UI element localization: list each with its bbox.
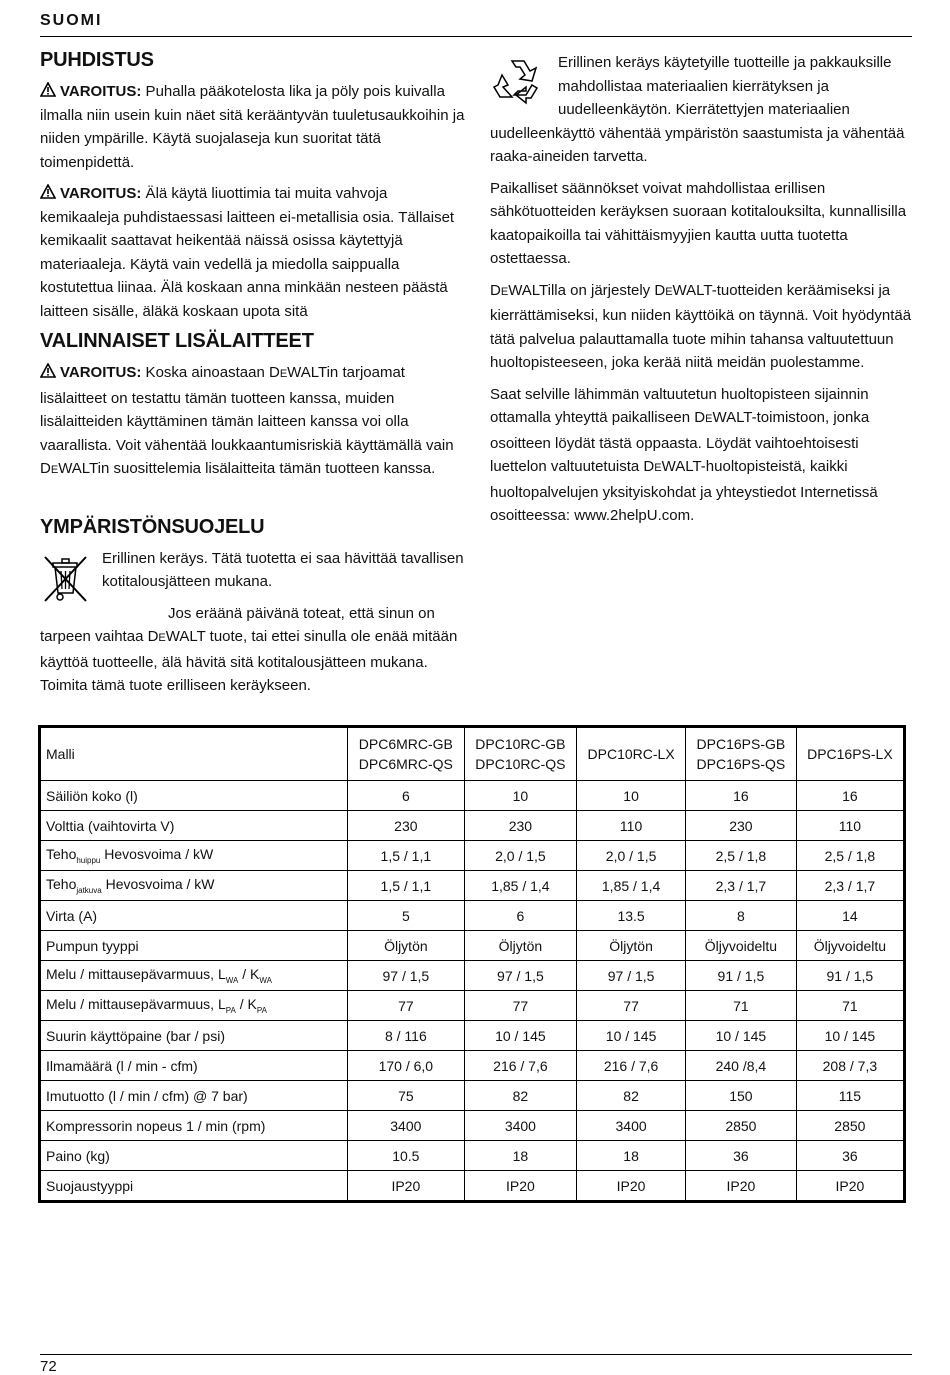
table-cell: 10 / 145 xyxy=(464,1021,576,1051)
table-cell: 110 xyxy=(577,811,686,841)
cleaning-warning-1 xyxy=(40,80,465,174)
language-header: SUOMI xyxy=(40,12,103,29)
table-cell: 18 xyxy=(577,1141,686,1171)
table-cell: 6 xyxy=(348,781,465,811)
page-number: 72 xyxy=(40,1358,57,1375)
table-cell: 91 / 1,5 xyxy=(796,961,903,991)
table-row xyxy=(41,1051,904,1081)
environment-p2 xyxy=(40,602,465,698)
model-header-cell xyxy=(348,728,465,781)
row-label xyxy=(41,871,348,901)
model-header-cell xyxy=(577,728,686,781)
table-cell: Öljytön xyxy=(348,931,465,961)
row-label xyxy=(41,961,348,991)
row-label-text: Teho xyxy=(46,876,77,892)
table-cell: Öljytön xyxy=(464,931,576,961)
text-run: WALTin suosittelemia lisälaitteita tämän tuotteen kanssa. xyxy=(58,460,436,477)
model-name: DPC16PS-LX xyxy=(807,746,893,762)
table-cell: 36 xyxy=(686,1141,797,1171)
table-cell: Öljyvoideltu xyxy=(686,931,797,961)
accessories-title: VALINNAISET LISÄLAITTEET xyxy=(40,330,314,352)
text-run: WALT-toimistoon, jonka osoitteen löydät tästä oppaasta. Löydät vaihtoehtoisesti luettelon valtuutetuista D xyxy=(490,409,870,475)
crossed-bin-icon xyxy=(40,553,92,613)
table-row xyxy=(41,1021,904,1051)
row-label-subscript: WA xyxy=(259,976,272,985)
table-cell: IP20 xyxy=(348,1171,465,1201)
accessories-warning xyxy=(40,361,465,483)
table-cell: 13.5 xyxy=(577,901,686,931)
text-run: WALTin tarjoamat lisälaitteet on testattu tämän tuotteen kanssa, muiden lisälaitteiden käyttäminen tämän laitteen kanssa voi olla vaarallista. Voit vähentää loukkaantumisriskiä käyttämällä vain D xyxy=(40,364,454,477)
table-cell: Öljytön xyxy=(577,931,686,961)
table-row xyxy=(41,991,904,1021)
table-cell: 36 xyxy=(796,1141,903,1171)
row-label xyxy=(41,811,348,841)
row-label xyxy=(41,1081,348,1111)
table-cell: IP20 xyxy=(464,1171,576,1201)
top-rule xyxy=(40,36,912,37)
model-name: DPC16PS-QS xyxy=(696,756,786,772)
spec-table xyxy=(40,727,904,1201)
spec-table-body xyxy=(41,728,904,1201)
table-cell: IP20 xyxy=(796,1171,903,1201)
table-cell: 14 xyxy=(796,901,903,931)
text-run: D xyxy=(490,281,501,299)
model-header-cell xyxy=(686,728,797,781)
row-label-text: Kompressorin nopeus 1 / min (rpm) xyxy=(46,1117,266,1134)
row-label-text: Suurin käyttöpaine (bar / psi) xyxy=(46,1027,225,1044)
table-cell: 230 xyxy=(348,811,465,841)
warning-label: VAROITUS: xyxy=(60,83,142,100)
table-cell: 2,3 / 1,7 xyxy=(686,871,797,901)
table-cell: 2,5 / 1,8 xyxy=(686,841,797,871)
table-cell: 2,5 / 1,8 xyxy=(796,841,903,871)
table-cell: 3400 xyxy=(577,1111,686,1141)
environment-title: YMPÄRISTÖNSUOJELU xyxy=(40,515,265,538)
text-run: WALT tuote, tai ettei sinulla ole enää mitään käyttöä tuotteelle, älä hävitä sitä kotitalousjätteen mukana. Toimita tämä tuote erilliseen keräykseen. xyxy=(40,628,458,694)
row-label-subscript: PA xyxy=(225,1006,236,1015)
row-label xyxy=(41,1171,348,1201)
table-header-label: Malli xyxy=(41,728,348,781)
table-cell: 6 xyxy=(464,901,576,931)
row-label-text: Volttia (vaihtovirta V) xyxy=(46,817,175,834)
table-cell: 75 xyxy=(348,1081,465,1111)
row-label xyxy=(41,1051,348,1081)
row-label-text: Hevosvoima / kW xyxy=(100,846,214,862)
table-row xyxy=(41,901,904,931)
table-cell: 1,5 / 1,1 xyxy=(348,871,465,901)
text-run: WALT-tuotteiden keräämiseksi ja kierrättämiseksi, kun niiden käyttöikä on täynnä. Voit hyödyntää tätä palvelua palauttamalla tuote mihin tahansa valtuutettuun huoltopisteeseen, joka kerää niitä meidän puolestamme. xyxy=(490,281,912,371)
table-cell: 77 xyxy=(577,991,686,1021)
right-p2: Paikalliset säännökset voivat mahdollistaa erillisen sähkötuotteiden keräyksen suoraan kotitalouksilta, kunnallisilla kaatopaikoilla tai vähittäismyyjien kautta uutta tuotetta ostettaessa. xyxy=(490,179,907,267)
table-cell: 115 xyxy=(796,1081,903,1111)
environment-p1: Erillinen keräys. Tätä tuotetta ei saa hävittää tavallisen kotitalousjätteen mukana. xyxy=(102,549,464,590)
model-header-cell xyxy=(796,728,903,781)
table-cell: 110 xyxy=(796,811,903,841)
table-cell: 2850 xyxy=(686,1111,797,1141)
table-header-row xyxy=(41,728,904,781)
table-cell: Öljyvoideltu xyxy=(796,931,903,961)
model-name: DPC10RC-GB xyxy=(475,736,566,752)
table-cell: 77 xyxy=(348,991,465,1021)
table-row xyxy=(41,841,904,871)
text-run: WALTilla on järjestely D xyxy=(508,281,666,299)
warning-triangle-icon xyxy=(40,184,56,199)
table-row xyxy=(41,1171,904,1201)
table-cell: 16 xyxy=(796,781,903,811)
table-row xyxy=(41,1111,904,1141)
row-label-text: / K xyxy=(235,996,257,1012)
right-p1: Erillinen keräys käytetyille tuotteille ja pakkauksille mahdollistaa materiaalien kierrätyksen ja uudelleenkäytön. Kierrätettyjen materiaalien uudelleenkäyttö vähentää ympäristön saastumista ja vähentää raaka-aineiden tarvetta. xyxy=(490,54,905,165)
warning-label: VAROITUS: xyxy=(60,364,142,381)
table-cell: 97 / 1,5 xyxy=(348,961,465,991)
row-label-text: Pumpun tyyppi xyxy=(46,937,139,954)
table-cell: 2,0 / 1,5 xyxy=(464,841,576,871)
table-cell: 10 / 145 xyxy=(686,1021,797,1051)
row-label-subscript: WA xyxy=(225,976,239,985)
warning-triangle-icon xyxy=(40,82,56,97)
bottom-rule xyxy=(40,1354,912,1355)
table-row xyxy=(41,1141,904,1171)
right-p4 xyxy=(490,383,915,528)
table-row xyxy=(41,781,904,811)
model-name: DPC16PS-GB xyxy=(696,736,786,752)
table-cell: 2,0 / 1,5 xyxy=(577,841,686,871)
row-label-text: Ilmamäärä (l / min - cfm) xyxy=(46,1057,198,1074)
table-cell: 208 / 7,3 xyxy=(796,1051,903,1081)
table-row xyxy=(41,871,904,901)
table-cell: 5 xyxy=(348,901,465,931)
text-run: WALT-huoltopisteistä, kaikki huoltopalvelujen yksityiskohdat ja yhteystiedot Internetissä osoitteessa: www.2helpU.com. xyxy=(490,458,878,524)
warning-text: Älä käytä liuottimia tai muita vahvoja kemikaaleja puhdistaessasi laitteen ei-metallisia osia. Tällaiset kemikaalit saattavat heikentää näissä osissa käytettyjä materiaaleja. Käytä vain vedellä ja miedolla saippualla kostutettua liinaa. Älä koskaan anna minkään nesteen päästä laitteen sisälle, äläkä koskaan upota sitä xyxy=(40,185,455,320)
table-cell: 97 / 1,5 xyxy=(577,961,686,991)
table-cell: 82 xyxy=(577,1081,686,1111)
row-label-text: Melu / mittausepävarmuus, L xyxy=(46,996,226,1012)
table-cell: 91 / 1,5 xyxy=(686,961,797,991)
table-cell: 18 xyxy=(464,1141,576,1171)
table-cell: 2850 xyxy=(796,1111,903,1141)
row-label xyxy=(41,1021,348,1051)
table-cell: 240 /8,4 xyxy=(686,1051,797,1081)
table-cell: 10 xyxy=(464,781,576,811)
row-label-text: Paino (kg) xyxy=(46,1147,110,1164)
table-cell: 10 / 145 xyxy=(577,1021,686,1051)
row-label-subscript: huippu xyxy=(76,856,101,865)
row-label xyxy=(41,1141,348,1171)
row-label-text: Teho xyxy=(46,846,77,862)
table-cell: 216 / 7,6 xyxy=(464,1051,576,1081)
row-label-text: Melu / mittausepävarmuus, L xyxy=(46,966,226,982)
model-header-cell xyxy=(464,728,576,781)
warning-triangle-icon xyxy=(40,363,56,378)
table-cell: 216 / 7,6 xyxy=(577,1051,686,1081)
brand-smallcap: E xyxy=(50,464,59,476)
table-cell: 71 xyxy=(796,991,903,1021)
row-label-text: Imutuotto (l / min / cfm) @ 7 bar) xyxy=(46,1087,248,1104)
model-name: DPC10RC-QS xyxy=(475,756,566,772)
table-cell: IP20 xyxy=(686,1171,797,1201)
table-cell: 10.5 xyxy=(348,1141,465,1171)
row-label-text: / K xyxy=(238,966,260,982)
recycle-icon xyxy=(490,53,546,117)
brand-smallcap: E xyxy=(654,462,662,474)
table-cell: 77 xyxy=(464,991,576,1021)
text-run: Jos eräänä päivänä toteat, että sinun on tarpeen vaihtaa D xyxy=(40,604,435,645)
model-name: DPC6MRC-QS xyxy=(358,756,453,772)
row-label-text: Hevosvoima / kW xyxy=(101,876,215,892)
left-column xyxy=(40,46,465,706)
table-cell: 1,5 / 1,1 xyxy=(348,841,465,871)
table-row xyxy=(41,961,904,991)
table-cell: 10 / 145 xyxy=(796,1021,903,1051)
table-cell: 3400 xyxy=(348,1111,465,1141)
row-label-subscript: PA xyxy=(256,1006,267,1015)
brand-smallcap: E xyxy=(158,632,166,644)
text-run: Koska ainoastaan D xyxy=(141,364,280,381)
table-cell: 1,85 / 1,4 xyxy=(577,871,686,901)
row-label xyxy=(41,931,348,961)
brand-smallcap: E xyxy=(500,285,509,298)
table-cell: 10 xyxy=(577,781,686,811)
right-p3 xyxy=(490,279,915,375)
brand-smallcap: E xyxy=(279,368,288,380)
table-row xyxy=(41,1081,904,1111)
row-label-text: Säiliön koko (l) xyxy=(46,787,138,804)
row-label xyxy=(41,841,348,871)
table-cell: 1,85 / 1,4 xyxy=(464,871,576,901)
cleaning-title: PUHDISTUS xyxy=(40,49,154,71)
table-cell: IP20 xyxy=(577,1171,686,1201)
row-label xyxy=(41,901,348,931)
table-row xyxy=(41,931,904,961)
table-cell: 82 xyxy=(464,1081,576,1111)
table-cell: 8 / 116 xyxy=(348,1021,465,1051)
model-name: DPC6MRC-GB xyxy=(358,736,453,752)
warning-text: Puhalla pääkotelosta lika ja pöly pois kuivalla ilmalla niin usein kuin näet sitä kerääntyvän tuuletusaukkoihin ja niiden ympärille. Käytä suojalaseja kun suoritat tätä toimenpidettä. xyxy=(40,83,465,171)
warning-label: VAROITUS: xyxy=(60,185,142,202)
table-cell: 230 xyxy=(464,811,576,841)
right-column xyxy=(490,51,915,536)
table-cell: 2,3 / 1,7 xyxy=(796,871,903,901)
row-label-text: Suojaustyyppi xyxy=(46,1177,134,1194)
row-label xyxy=(41,781,348,811)
table-cell: 230 xyxy=(686,811,797,841)
brand-smallcap: E xyxy=(665,285,673,298)
model-name: DPC10RC-LX xyxy=(587,746,675,762)
table-cell: 97 / 1,5 xyxy=(464,961,576,991)
table-row xyxy=(41,811,904,841)
cleaning-warning-2 xyxy=(40,182,465,323)
row-label xyxy=(41,1111,348,1141)
table-cell: 3400 xyxy=(464,1111,576,1141)
brand-smallcap: E xyxy=(705,413,713,425)
row-label-subscript: jatkuva xyxy=(76,886,102,895)
table-cell: 71 xyxy=(686,991,797,1021)
table-cell: 8 xyxy=(686,901,797,931)
table-cell: 170 / 6,0 xyxy=(348,1051,465,1081)
text-run: Saat selville lähimmän valtuutetun huoltopisteen sijainnin ottamalla yhteyttä paikalliseen D xyxy=(490,385,869,426)
table-cell: 16 xyxy=(686,781,797,811)
row-label xyxy=(41,991,348,1021)
row-label-text: Virta (A) xyxy=(46,907,98,924)
table-cell: 150 xyxy=(686,1081,797,1111)
